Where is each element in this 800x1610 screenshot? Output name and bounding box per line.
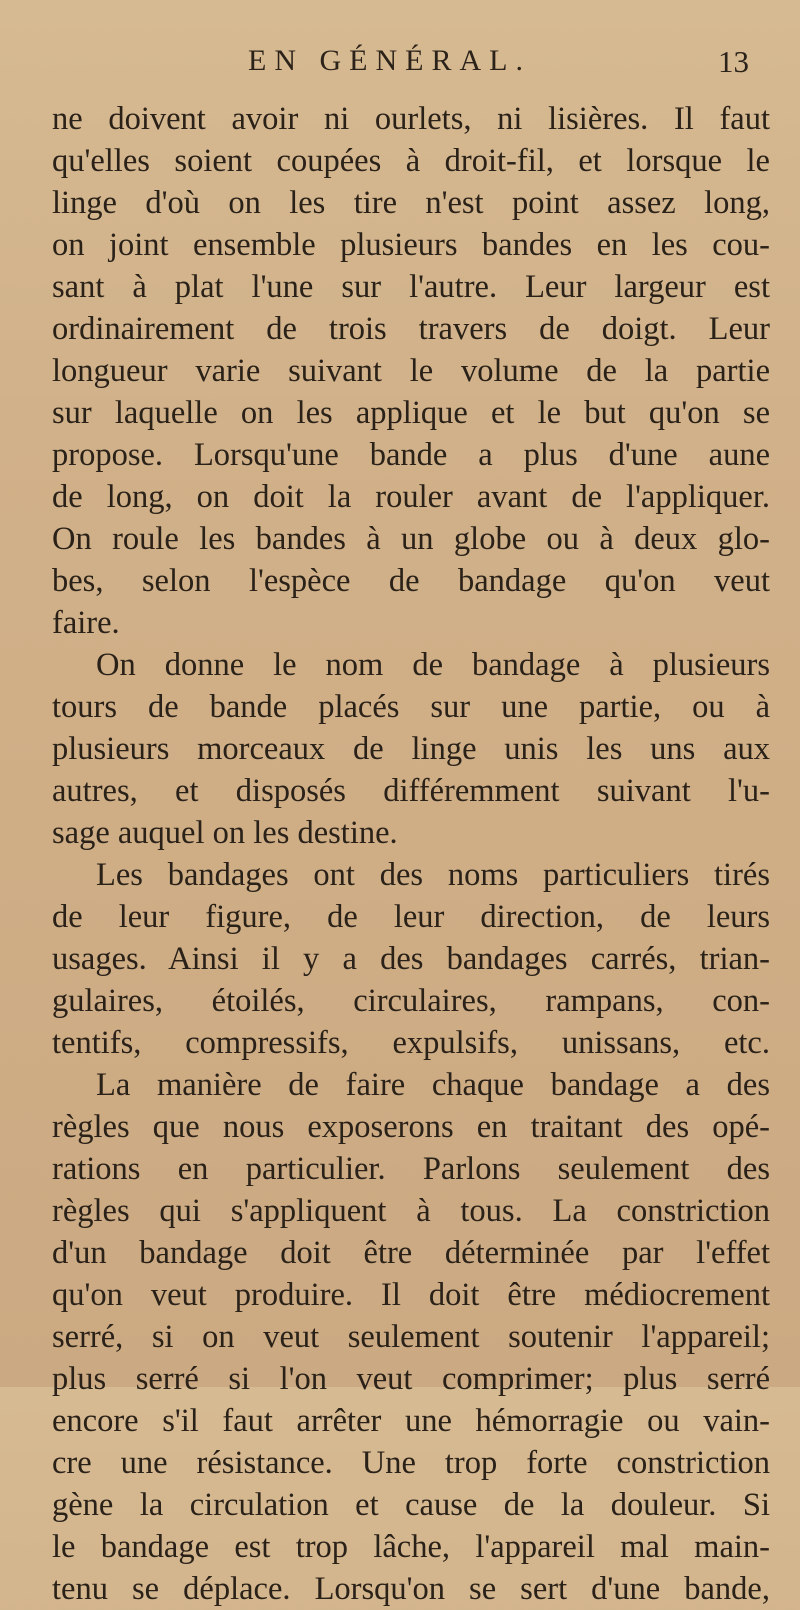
text-line: gène la circulation et cause de la douleur. Si bbox=[52, 1487, 770, 1523]
text-line: règles que nous exposerons en traitant des opé- bbox=[52, 1109, 770, 1145]
text-line: sur laquelle on les applique et le but qu'on se bbox=[52, 395, 770, 431]
text-line: ne doivent avoir ni ourlets, ni lisières. Il faut bbox=[52, 101, 770, 137]
text-line: d'un bandage doit être déterminée par l'effet bbox=[52, 1235, 770, 1271]
text-line: ordinairement de trois travers de doigt. Leur bbox=[52, 311, 770, 347]
text-line: Les bandages ont des noms particuliers tirés bbox=[96, 857, 770, 893]
text-line: plusieurs morceaux de linge unis les uns aux bbox=[52, 731, 770, 767]
text-line: On donne le nom de bandage à plusieurs bbox=[96, 647, 770, 683]
text-line: de long, on doit la rouler avant de l'appliquer. bbox=[52, 479, 770, 515]
text-line: tenu se déplace. Lorsqu'on se sert d'une bande, bbox=[52, 1571, 770, 1607]
text-line: encore s'il faut arrêter une hémorragie ou vain- bbox=[52, 1403, 770, 1439]
text-line: usages. Ainsi il y a des bandages carrés, trian- bbox=[52, 941, 770, 977]
page-number: 13 bbox=[718, 44, 749, 79]
text-line: longueur varie suivant le volume de la partie bbox=[52, 353, 770, 389]
text-line: de leur figure, de leur direction, de leurs bbox=[52, 899, 770, 935]
text-line: sage auquel on les destine. bbox=[52, 815, 398, 851]
text-line: qu'elles soient coupées à droit-fil, et lorsque le bbox=[52, 143, 770, 179]
text-line: qu'on veut produire. Il doit être médiocrement bbox=[52, 1277, 770, 1313]
text-line: tentifs, compressifs, expulsifs, unissans, etc. bbox=[52, 1025, 770, 1061]
text-line: cre une résistance. Une trop forte constriction bbox=[52, 1445, 770, 1481]
text-line: faire. bbox=[52, 605, 120, 641]
text-line: serré, si on veut seulement soutenir l'appareil; bbox=[52, 1319, 770, 1355]
text-line: tours de bande placés sur une partie, ou à bbox=[52, 689, 770, 725]
text-line: règles qui s'appliquent à tous. La constriction bbox=[52, 1193, 770, 1229]
text-line: plus serré si l'on veut comprimer; plus serré bbox=[52, 1361, 770, 1397]
text-line: sant à plat l'une sur l'autre. Leur largeur est bbox=[52, 269, 770, 305]
text-line: le bandage est trop lâche, l'appareil mal main- bbox=[52, 1529, 770, 1565]
text-line: linge d'où on les tire n'est point assez long, bbox=[52, 185, 770, 221]
text-line: La manière de faire chaque bandage a des bbox=[96, 1067, 770, 1103]
text-line: autres, et disposés différemment suivant l'u- bbox=[52, 773, 770, 809]
text-line: gulaires, étoilés, circulaires, rampans, con- bbox=[52, 983, 770, 1019]
text-line: propose. Lorsqu'une bande a plus d'une aune bbox=[52, 437, 770, 473]
text-line: On roule les bandes à un globe ou à deux glo- bbox=[52, 521, 770, 557]
body-text bbox=[52, 98, 770, 1610]
text-line: on joint ensemble plusieurs bandes en les cou- bbox=[52, 227, 770, 263]
running-title: EN GÉNÉRAL. bbox=[248, 44, 531, 77]
text-line: bes, selon l'espèce de bandage qu'on veut bbox=[52, 563, 770, 599]
text-line: rations en particulier. Parlons seulement des bbox=[52, 1151, 770, 1187]
